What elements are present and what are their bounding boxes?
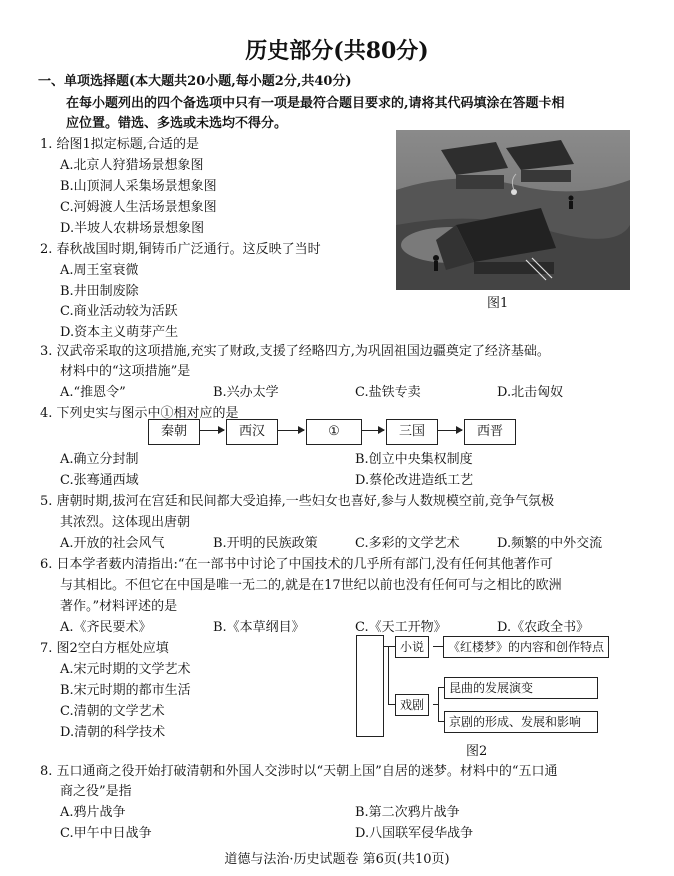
connector-line: [438, 687, 439, 721]
q2-stem: 2. 春秋战国时期,铜铸币广泛通行。这反映了当时: [40, 242, 321, 257]
flow-arrow: [278, 430, 304, 431]
q1-stem: 1. 给图1拟定标题,合适的是: [40, 137, 199, 152]
q6-option-a: A.《齐民要术》: [60, 620, 152, 635]
flow-step-blank: ①: [306, 419, 362, 445]
q3-option-c: C.盐铁专卖: [355, 385, 421, 400]
connector-line: [383, 646, 395, 647]
q5-option-d: D.频繁的中外交流: [497, 536, 603, 551]
q7-option-a: A.宋元时期的文学艺术: [60, 662, 191, 677]
figure1-caption: 图1: [487, 296, 509, 311]
q5-option-b: B.开明的民族政策: [213, 536, 318, 551]
instruction-line-1: 在每小题列出的四个备选项中只有一项是最符合题目要求的,请将其代码填涂在答题卡相: [66, 96, 565, 111]
flow-arrow: [362, 430, 384, 431]
q6-option-c: C.《天工开物》: [355, 620, 447, 635]
figure2-blank-box: [356, 635, 384, 737]
q3-option-b: B.兴办太学: [213, 385, 279, 400]
figure1-illustration: [396, 130, 630, 290]
flow-arrow: [200, 430, 224, 431]
q4-option-d: D.蔡伦改进造纸工艺: [355, 473, 474, 488]
page-title: 历史部分(共80分): [245, 38, 429, 64]
q7-option-b: B.宋元时期的都市生活: [60, 683, 191, 698]
q1-option-b: B.山顶洞人采集场景想象图: [60, 179, 217, 194]
q5-option-c: C.多彩的文学艺术: [355, 536, 460, 551]
q5-stem-line-2: 其浓烈。这体现出唐朝: [60, 515, 191, 530]
q6-stem-line-2: 与其相比。不但它在中国是唯一无二的,就是在17世纪以前也没有任何可与之相比的欧洲: [60, 578, 562, 593]
connector-line: [433, 646, 443, 647]
flow-step-three-kingdoms: 三国: [386, 419, 438, 445]
figure2-leaf-jingju: 京剧的形成、发展和影响: [444, 711, 598, 733]
figure2-leaf-honglou: 《红楼梦》的内容和创作特点: [443, 636, 609, 658]
q4-option-a: A.确立分封制: [60, 452, 139, 467]
q7-option-c: C.清朝的文学艺术: [60, 704, 165, 719]
instruction-line-2: 应位置。错选、多选或未选均不得分。: [66, 116, 288, 131]
q3-stem-line-1: 3. 汉武帝采取的这项措施,充实了财政,支援了经略四方,为巩固祖国边疆奠定了经济基础。: [40, 344, 550, 359]
connector-line: [388, 646, 389, 704]
q2-option-d: D.资本主义萌芽产生: [60, 325, 179, 340]
section-heading: 一、单项选择题(本大题共20小题,每小题2分,共40分): [38, 74, 352, 89]
q8-option-a: A.鸦片战争: [60, 805, 126, 820]
figure2-branch-drama: 戏剧: [395, 694, 429, 716]
figure2-caption: 图2: [466, 744, 488, 759]
flow-step-qin: 秦朝: [148, 419, 200, 445]
flow-arrow: [438, 430, 462, 431]
q3-option-d: D.北击匈奴: [497, 385, 564, 400]
q6-stem-line-1: 6. 日本学者薮内清指出:“在一部书中讨论了中国技术的几乎所有部门,没有任何其他著作可: [40, 557, 553, 572]
q8-stem-line-1: 8. 五口通商之役开始打破清朝和外国人交涉时以“天朝上国”自居的迷梦。材料中的“五口通: [40, 764, 558, 779]
connector-line: [388, 704, 395, 705]
q1-option-a: A.北京人狩猎场景想象图: [60, 158, 204, 173]
q3-option-a: A.“推恩令”: [60, 385, 126, 400]
q8-stem-line-2: 商之役”是指: [60, 784, 132, 799]
flow-step-western-jin: 西晋: [464, 419, 516, 445]
q4-stem: 4. 下列史实与图示中①相对应的是: [40, 406, 239, 421]
figure2-leaf-kunqu: 昆曲的发展演变: [444, 677, 598, 699]
q6-option-d: D.《农政全书》: [497, 620, 590, 635]
q7-stem: 7. 图2空白方框处应填: [40, 641, 169, 656]
q2-option-b: B.井田制废除: [60, 284, 139, 299]
q8-option-d: D.八国联军侵华战争: [355, 826, 474, 841]
q1-option-d: D.半坡人农耕场景想象图: [60, 221, 205, 236]
q1-option-c: C.河姆渡人生活场景想象图: [60, 200, 217, 215]
q3-stem-line-2: 材料中的“这项措施”是: [60, 364, 191, 379]
q2-option-a: A.周王室衰微: [60, 263, 139, 278]
q4-option-b: B.创立中央集权制度: [355, 452, 473, 467]
q5-option-a: A.开放的社会风气: [60, 536, 165, 551]
q4-option-c: C.张骞通西域: [60, 473, 139, 488]
q6-stem-line-3: 著作。”材料评述的是: [60, 599, 178, 614]
q2-option-c: C.商业活动较为活跃: [60, 304, 178, 319]
q6-option-b: B.《本草纲目》: [213, 620, 305, 635]
q8-option-c: C.甲午中日战争: [60, 826, 152, 841]
flow-step-western-han: 西汉: [226, 419, 278, 445]
figure2-branch-novel: 小说: [395, 636, 429, 658]
page-footer: 道德与法治·历史试题卷 第6页(共10页): [224, 852, 450, 867]
q7-option-d: D.清朝的科学技术: [60, 725, 166, 740]
q8-option-b: B.第二次鸦片战争: [355, 805, 460, 820]
q5-stem-line-1: 5. 唐朝时期,拔河在宫廷和民间都大受追捧,一些妇女也喜好,参与人数规模空前,竞争气氛极: [40, 494, 555, 509]
